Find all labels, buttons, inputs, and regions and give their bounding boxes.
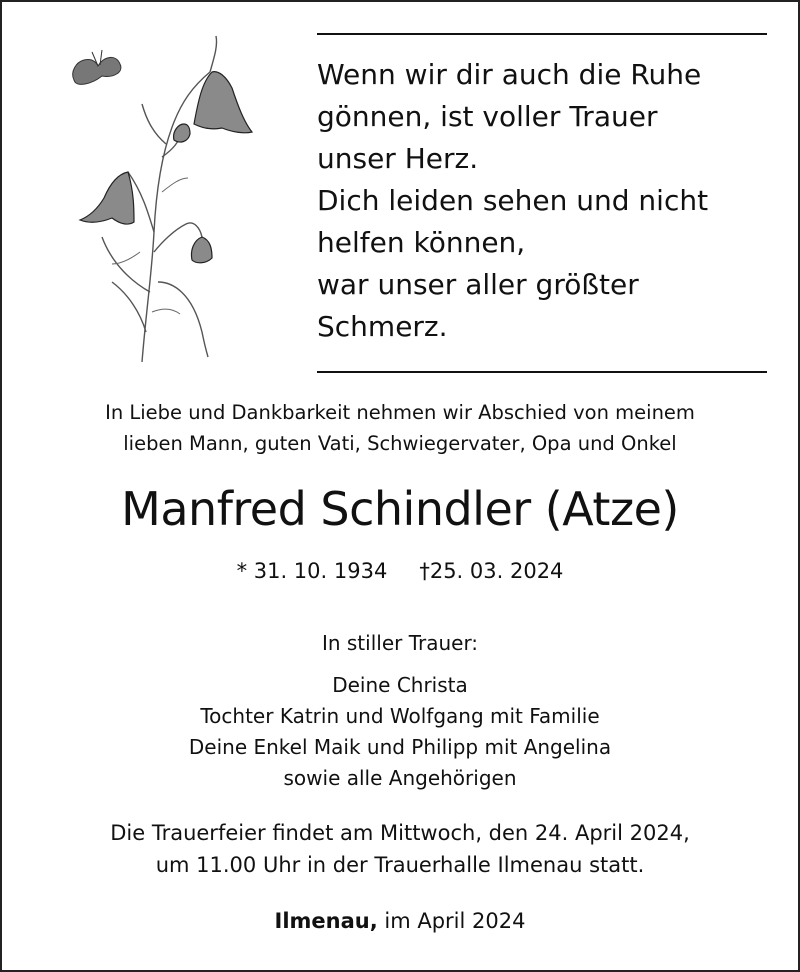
- poem-line: Wenn wir dir auch die Ruhe: [317, 58, 702, 91]
- intro-line: In Liebe und Dankbarkeit nehmen wir Abschied von meinem: [105, 401, 695, 424]
- poem-line: helfen können,: [317, 226, 526, 259]
- poem-line: Dich leiden sehen und nicht: [317, 184, 709, 217]
- mourner-line: sowie alle Angehörigen: [283, 766, 517, 790]
- place-city: Ilmenau,: [274, 909, 378, 933]
- farewell-intro: [2, 397, 798, 459]
- place-date: im April 2024: [384, 909, 526, 933]
- poem: [317, 54, 777, 348]
- life-dates: [2, 555, 798, 587]
- mourning-heading: In stiller Trauer:: [321, 631, 479, 655]
- funeral-service-info: [2, 817, 798, 881]
- birth-date: * 31. 10. 1934: [236, 559, 388, 583]
- poem-top-rule: [317, 33, 767, 35]
- poem-line: gönnen, ist voller Trauer: [317, 100, 658, 133]
- service-line: Die Trauerfeier findet am Mittwoch, den 24. April 2024,: [110, 821, 690, 845]
- death-date: †25. 03. 2024: [419, 559, 564, 583]
- butterfly-icon: [73, 50, 121, 84]
- mourner-line: Deine Enkel Maik und Philipp mit Angelina: [188, 735, 612, 759]
- bellflower-drawing-icon: [62, 32, 262, 372]
- mourners-list: [2, 670, 798, 794]
- mourner-line: Deine Christa: [332, 673, 468, 697]
- poem-line: Schmerz.: [317, 310, 448, 343]
- service-line: um 11.00 Uhr in der Trauerhalle Ilmenau statt.: [155, 853, 645, 877]
- mourner-line: Tochter Katrin und Wolfgang mit Familie: [200, 704, 600, 728]
- deceased-name: Manfred Schindler (Atze): [121, 482, 679, 536]
- poem-line: war unser aller größter: [317, 268, 639, 301]
- place-and-date: [2, 905, 798, 937]
- intro-line: lieben Mann, guten Vati, Schwiegervater, Opa und Onkel: [123, 432, 677, 455]
- bellflower-icon: [80, 72, 252, 263]
- poem-line: unser Herz.: [317, 142, 479, 175]
- poem-bottom-rule: [317, 371, 767, 373]
